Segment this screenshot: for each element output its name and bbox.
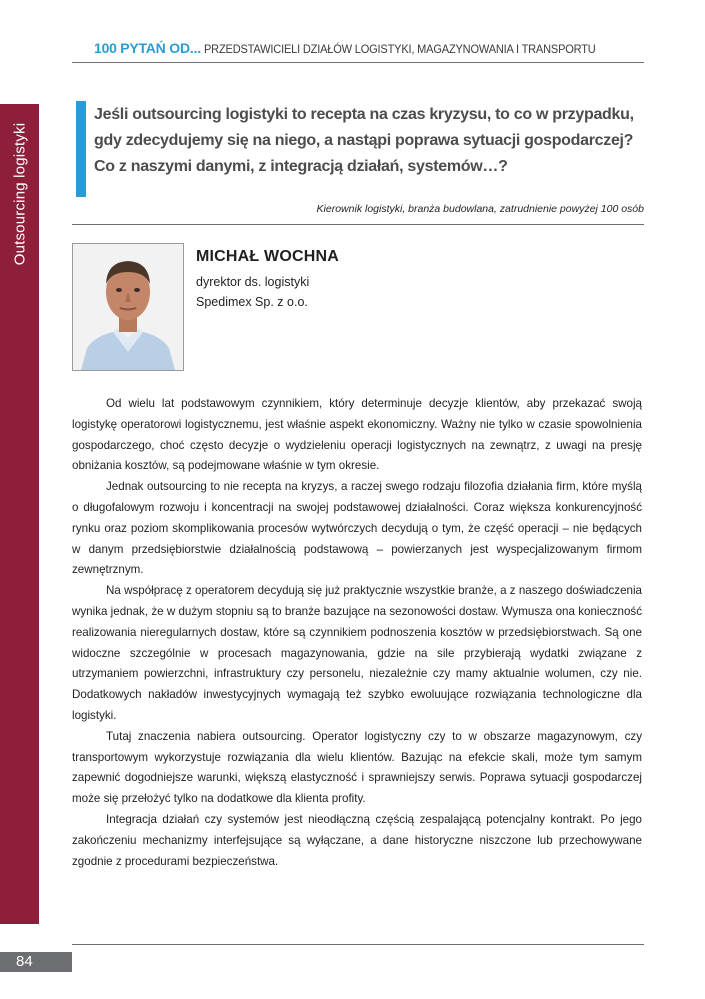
footer-divider <box>72 944 644 945</box>
header-number: 100 <box>94 40 117 56</box>
body-paragraph: Integracja działań czy systemów jest nieodłączną częścią zespalającą potencjalny kontrakt. Po jego zakończeniu mechanizmy interfejsujące są wyłączane, a dane historyczne niszczone lub przechowywane zgodnie z procedurami bezpieczeństwa. <box>72 812 642 868</box>
portrait-illustration <box>73 244 183 370</box>
header-from: PYTAŃ OD... <box>120 40 201 56</box>
author-photo <box>72 243 184 371</box>
question-attribution: Kierownik logistyki, branża budowlana, zatrudnienie powyżej 100 osób <box>316 203 644 215</box>
body-paragraph: Od wielu lat podstawowym czynnikiem, który determinuje decyzje klientów, aby przekazać swoją logistykę operatorowi logistycznemu, jest właśnie aspekt ekonomiczny. Ważny nie tylko w czasie spowolnienia gospodarczego, choć często decyzje o wydzieleniu operacji logistycznych na zewnątrz, z uwagi na presję obniżania kosztów, są podejmowane właśnie w tym okresie. <box>72 397 642 473</box>
question-accent-bar <box>76 101 86 197</box>
running-header <box>94 40 654 60</box>
author-company: Spedimex Sp. z o.o. <box>196 295 308 309</box>
page-number-box <box>0 952 72 972</box>
author-role: dyrektor ds. logistyki <box>196 275 310 289</box>
article-body <box>72 394 642 872</box>
question-block <box>94 102 654 180</box>
section-label <box>0 104 39 284</box>
author-name: MICHAŁ WOCHNA <box>196 248 340 265</box>
header-subtitle: PRZEDSTAWICIELI DZIAŁÓW LOGISTYKI, MAGAZYNOWANIA I TRANSPORTU <box>204 42 596 56</box>
body-paragraph: Na współpracę z operatorem decydują się już praktycznie wszystkie branże, a z naszego doświadczenia wynika jednak, że w dużym stopniu są to branże bazujące na sezonowości dostaw. Wymusza ona konieczność realizowania nieregularnych dostaw, które są czynnikiem podnoszenia kosztów w przedsiębiorstwach. Są one widoczne szczególnie w procesach magazynowania, gdzie na sile przybierają wydatki związane z utrzymaniem powierzchni, infrastruktury czy personelu, niezależnie czy mamy aktualnie wolumen, czy nie. Dodatkowych nakładów inwestycyjnych wymagają też szybko ewoluujące rozwiązania technologiczne dla logistyki. <box>72 584 642 722</box>
author-info <box>196 248 339 309</box>
header-divider <box>72 62 644 63</box>
attribution-divider <box>72 224 644 225</box>
body-paragraph: Tutaj znaczenia nabiera outsourcing. Operator logistyczny czy to w obszarze magazynowym, czy transportowym wykorzystuje rozwiązania dla wielu klientów. Bazując na efekcie skali, może tym samym zapewnić dogodniejsze warunki, większą elastyczność i sprawniejszy serwis. Poprawa sytuacji gospodarczej może się przełożyć tylko na dodatkowe dla klienta profity. <box>72 729 642 806</box>
question-line: Co z naszymi danymi, z integracją działań, systemów…? <box>94 158 508 175</box>
question-line: Jeśli outsourcing logistyki to recepta na czas kryzysu, to co w przypadku, <box>94 106 634 123</box>
page-number: 84 <box>16 953 33 970</box>
question-line: gdy zdecydujemy się na niego, a nastąpi poprawa sytuacji gospodarczej? <box>94 132 634 149</box>
section-label-text: Outsourcing logistyki <box>11 122 29 266</box>
body-paragraph: Jednak outsourcing to nie recepta na kryzys, a raczej swego rodzaju filozofia działania firm, które myślą o długofalowym rozwoju i koncentracji na swojej podstawowej działalności. Coraz większa konkurencyjność rynku oraz poziom skomplikowania procesów wytwórczych decydują o tym, że część operacji – nie będących w danym przedsiębiorstwie działalnością podstawową – powierzanych jest wyspecjalizowanym firmom zewnętrznym. <box>72 480 642 577</box>
